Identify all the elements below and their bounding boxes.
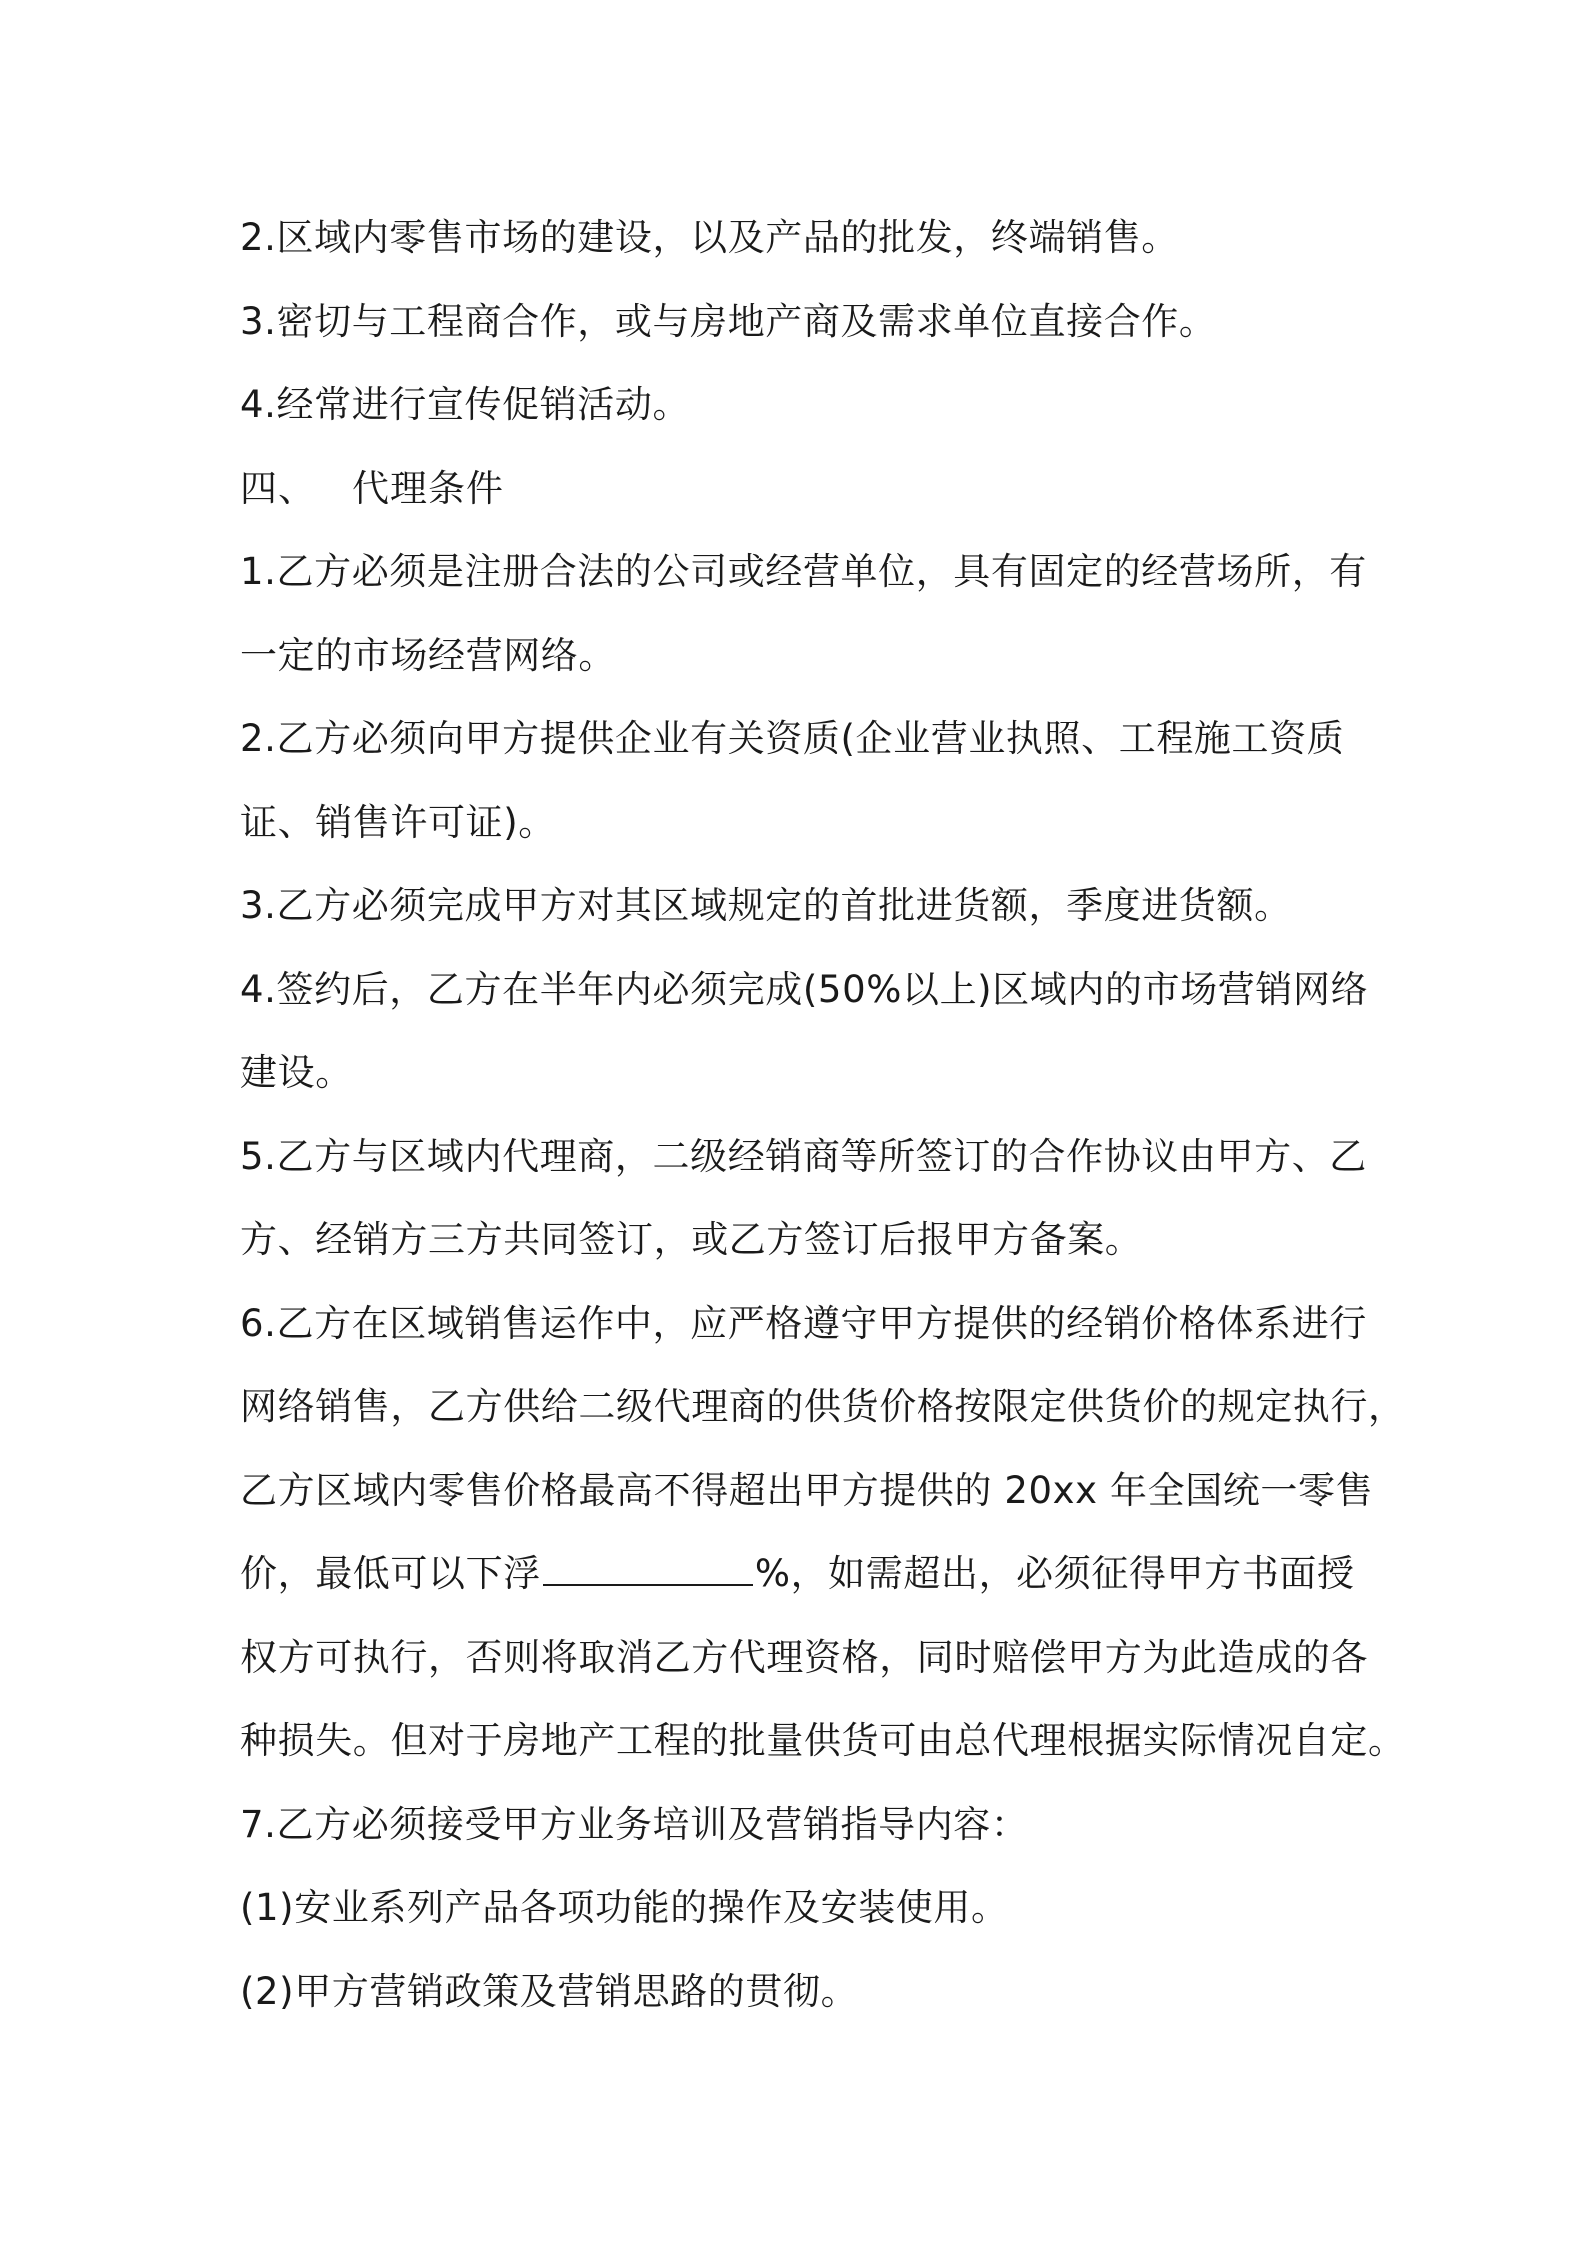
paragraph-line: (1)安业系列产品各项功能的操作及安装使用。 [240,1886,1009,1929]
paragraph-line: 一定的市场经营网络。 [240,633,616,677]
paragraph-line: (2)甲方营销政策及营销思路的贯彻。 [240,1969,859,2013]
paragraph-line: 3.乙方必须完成甲方对其区域规定的首批进货额，季度进货额。 [240,884,1292,927]
document-body [240,196,1406,2033]
section-heading-title: 代理条件 [352,466,504,510]
paragraph-line: 3.密切与工程商合作，或与房地产商及需求单位直接合作。 [240,299,1217,343]
section-heading-number: 四、 [240,466,316,510]
paragraph-line-with-blank [240,1532,1370,1616]
paragraph-line: 网络销售，乙方供给二级代理商的供货价格按限定供货价的规定执行， [240,1385,1406,1428]
paragraph-line: 权方可执行，否则将取消乙方代理资格，同时赔偿甲方为此造成的各 [240,1635,1368,1679]
blank-line-after: %，如需超出，必须征得甲方书面授 [754,1552,1355,1595]
paragraph-line: 2.区域内零售市场的建设，以及产品的批发，终端销售。 [240,216,1179,259]
paragraph-line: 方、经销方三方共同签订，或乙方签订后报甲方备案。 [240,1218,1143,1261]
paragraph-line: 1.乙方必须是注册合法的公司或经营单位，具有固定的经营场所，有 [240,550,1367,593]
paragraph-line: 5.乙方与区域内代理商，二级经销商等所签订的合作协议由甲方、乙 [240,1134,1367,1178]
fill-in-blank [543,1554,753,1586]
paragraph-line: 证、销售许可证)。 [240,800,556,844]
blank-line-before: 价，最低可以下浮 [240,1552,541,1595]
paragraph-line: 建设。 [240,1051,353,1094]
paragraph-line: 7.乙方必须接受甲方业务培训及营销指导内容： [240,1802,1029,1846]
paragraph-line: 6.乙方在区域销售运作中，应严格遵守甲方提供的经销价格体系进行 [240,1301,1367,1345]
paragraph-line: 2.乙方必须向甲方提供企业有关资质(企业营业执照、工程施工资质 [240,717,1345,760]
section-heading [240,447,1370,531]
paragraph-line: 4.经常进行宣传促销活动。 [240,383,691,426]
paragraph-line: 种损失。但对于房地产工程的批量供货可由总代理根据实际情况自定。 [240,1719,1406,1762]
paragraph-line: 4.签约后，乙方在半年内必须完成(50%以上)区域内的市场营销网络 [240,967,1369,1011]
paragraph-line: 乙方区域内零售价格最高不得超出甲方提供的 20xx 年全国统一零售 [240,1468,1374,1512]
